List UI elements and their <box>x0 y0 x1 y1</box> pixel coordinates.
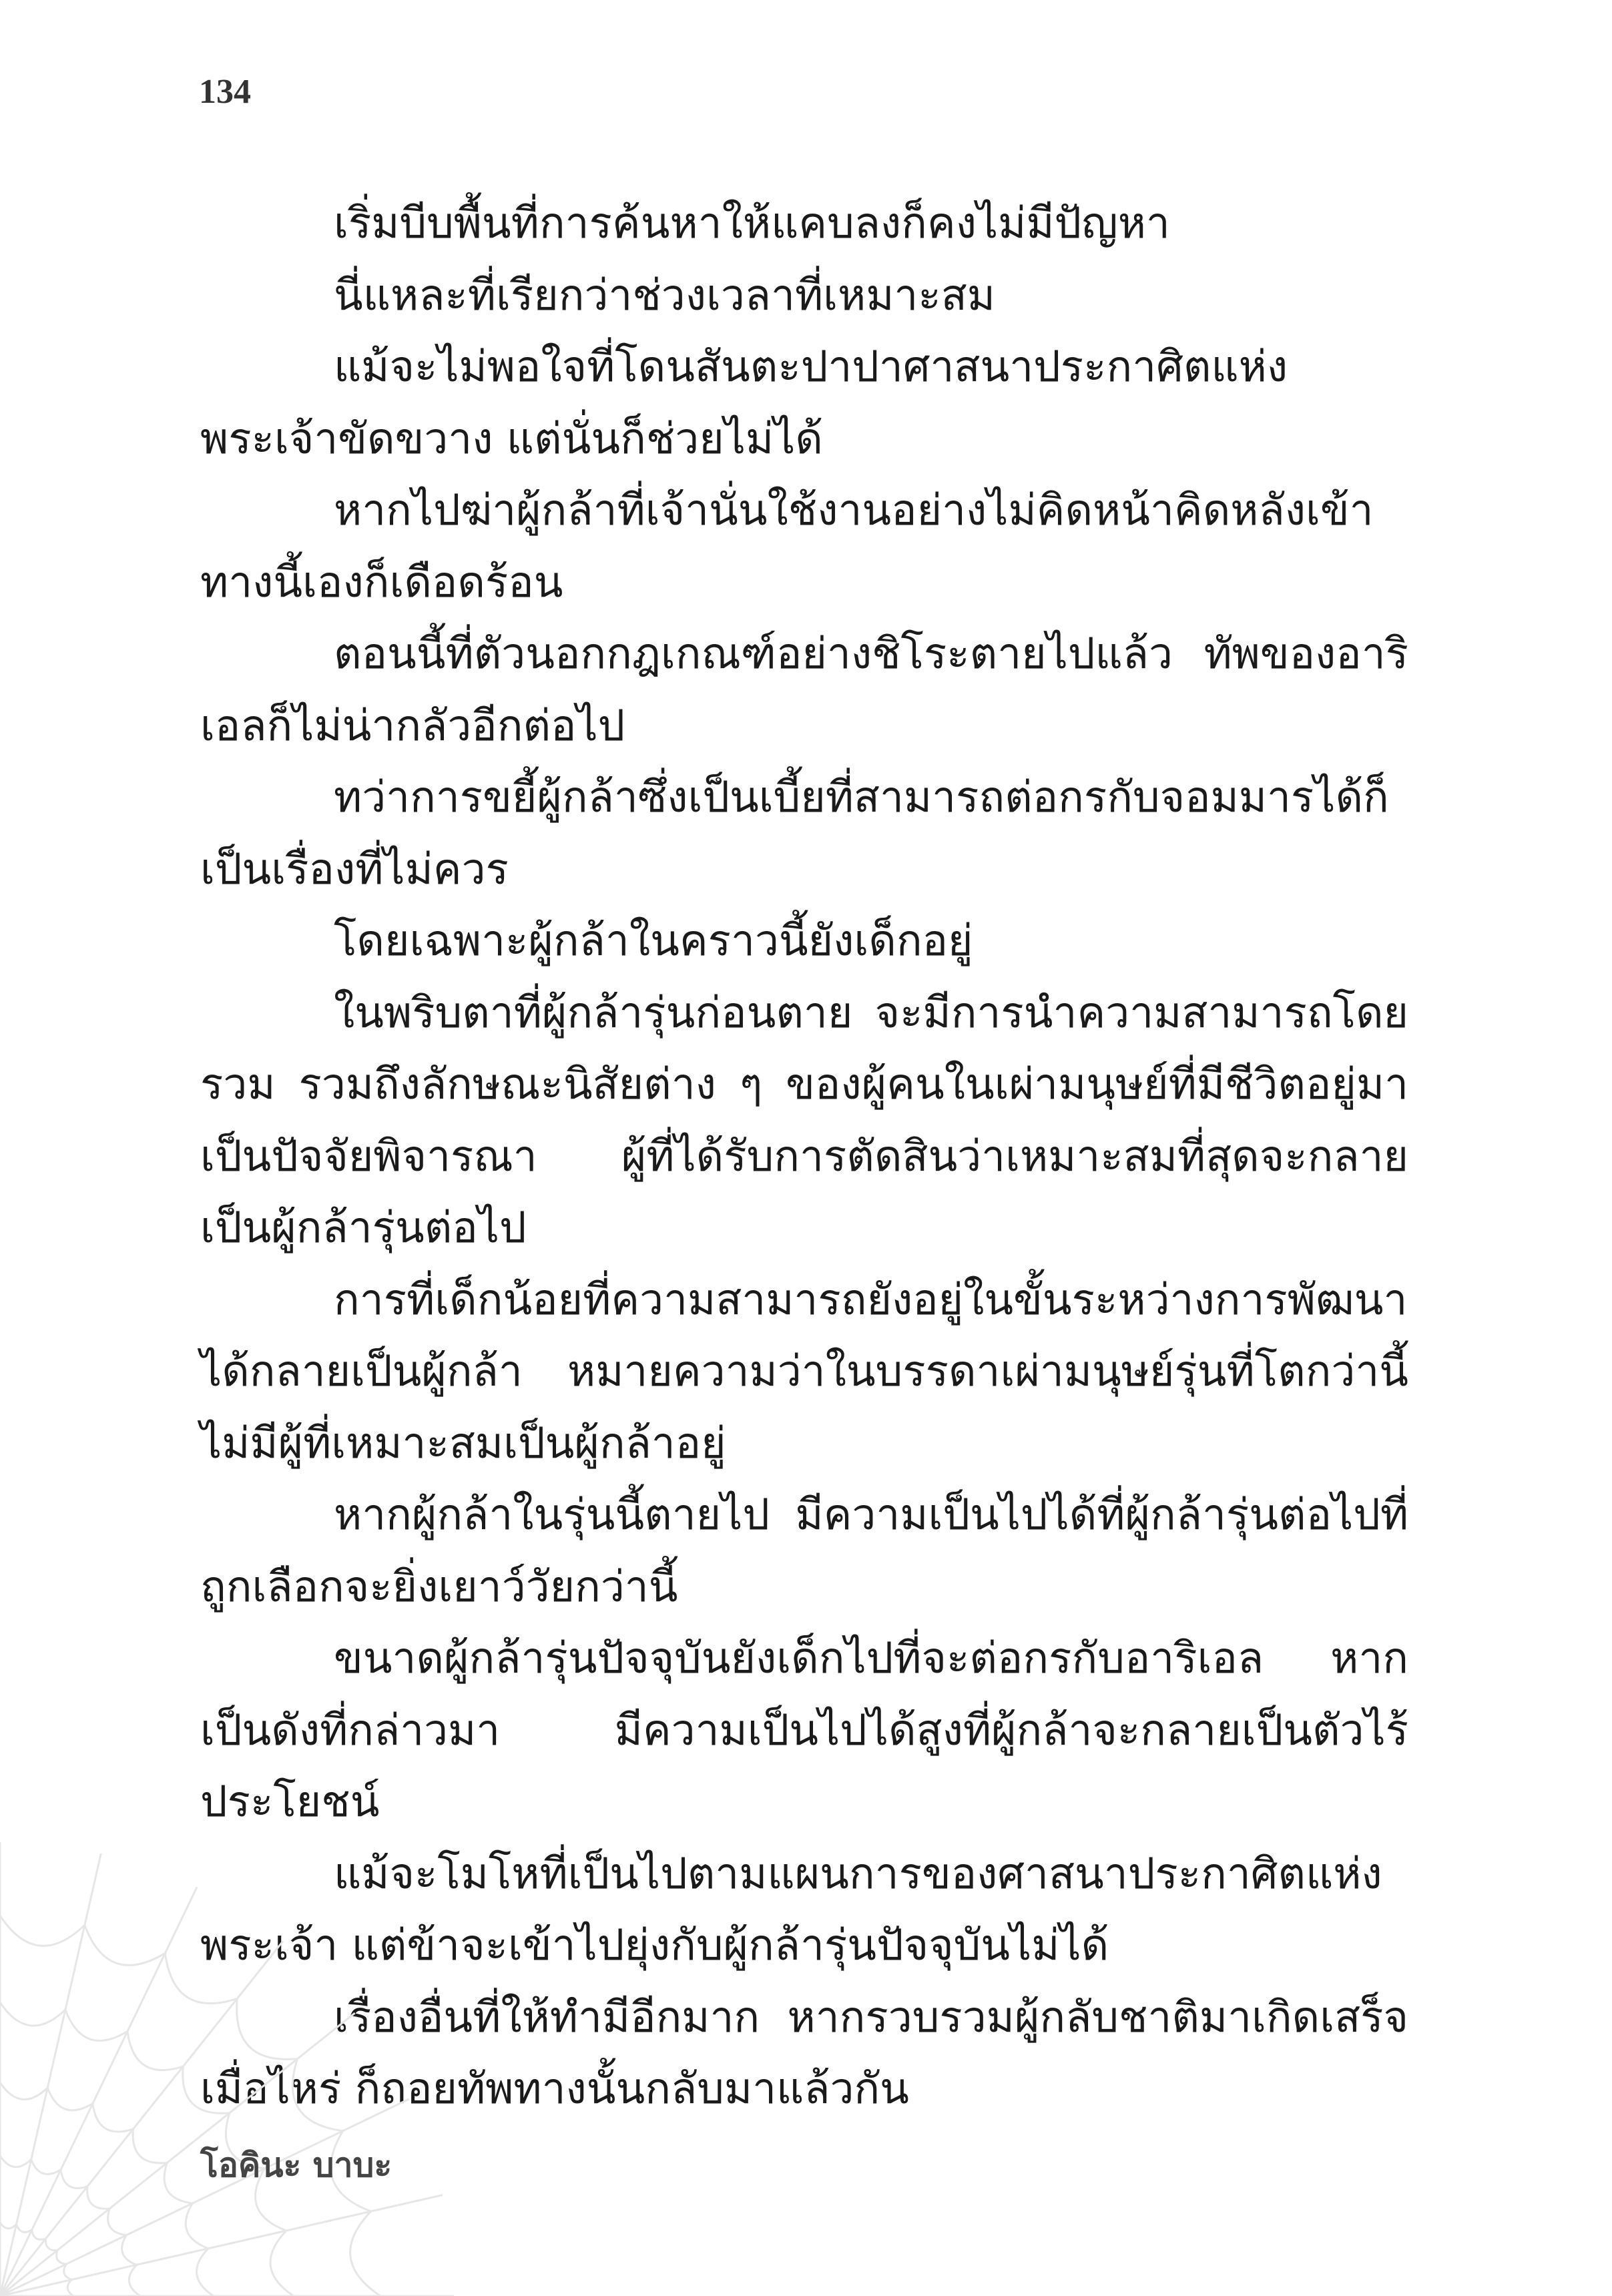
paragraph: หากผู้กล้าในรุ่นนี้ตายไป มีความเป็นไปได้ที่ผู้กล้ารุ่นต่อไปที่ถูกเลือกจะยิ่งเยาว์วัยกว่านี้ <box>200 1490 1408 1612</box>
paragraph: แม้จะโมโหที่เป็นไปตามแผนการของศาสนาประกาศิตแห่งพระเจ้า แต่ข้าจะเข้าไปยุ่งกับผู้กล้ารุ่นปัจจุบันไม่ได้ <box>200 1849 1382 1970</box>
paragraph: เริ่มบีบพื้นที่การค้นหาให้แคบลงก็คงไม่มีปัญหา <box>334 199 1170 248</box>
page-number: 134 <box>199 73 251 111</box>
paragraph: นี่แหละที่เรียกว่าช่วงเวลาที่เหมาะสม <box>334 270 995 320</box>
author-name: โอคินะ บาบะ <box>200 2146 392 2185</box>
spider-web-decoration <box>0 1829 467 2296</box>
paragraph: ตอนนี้ที่ตัวนอกกฎเกณฑ์อย่างชิโระตายไปแล้ว ทัพของอาริเอลก็ไม่น่ากลัวอีกต่อไป <box>200 629 1408 751</box>
paragraph: โดยเฉพาะผู้กล้าในคราวนี้ยังเด็กอยู่ <box>334 916 973 966</box>
paragraph: ในพริบตาที่ผู้กล้ารุ่นก่อนตาย จะมีการนำความสามารถโดยรวม รวมถึงลักษณะนิสัยต่าง ๆ ของผู้คนในเผ่ามนุษย์ที่มีชีวิตอยู่มาเป็นปัจจัยพิจารณา ผู้ที่ได้รับการตัดสินว่าเหมาะสมที่สุดจะกลายเป็นผู้กล้ารุ่นต่อไป <box>200 988 1408 1253</box>
paragraph: ทว่าการขยี้ผู้กล้าซึ่งเป็นเบี้ยที่สามารถต่อกรกับจอมมารได้ก็เป็นเรื่องที่ไม่ควร <box>200 773 1389 894</box>
paragraph: แม้จะไม่พอใจที่โดนสันตะปาปาศาสนาประกาศิตแห่งพระเจ้าขัดขวาง แต่นั่นก็ช่วยไม่ได้ <box>200 342 1288 464</box>
paragraph: ขนาดผู้กล้ารุ่นปัจจุบันยังเด็กไปที่จะต่อกรกับอาริเอล หากเป็นดังที่กล่าวมา มีความเป็นไปได้สูงที่ผู้กล้าจะกลายเป็นตัวไร้ประโยชน์ <box>200 1634 1408 1827</box>
paragraph: หากไปฆ่าผู้กล้าที่เจ้านั่นใช้งานอย่างไม่คิดหน้าคิดหลังเข้าทางนี้เองก็เดือดร้อน <box>200 486 1374 607</box>
paragraph: เรื่องอื่นที่ให้ทำมีอีกมาก หากรวบรวมผู้กลับชาติมาเกิดเสร็จเมื่อไหร่ ก็ถอยทัพทางนั้นกลับมาแล้วกัน <box>200 1992 1408 2114</box>
paragraph: การที่เด็กน้อยที่ความสามารถยังอยู่ในขั้นระหว่างการพัฒนาได้กลายเป็นผู้กล้า หมายความว่าในบรรดาเผ่ามนุษย์รุ่นที่โตกว่านี้ไม่มีผู้ที่เหมาะสมเป็นผู้กล้าอยู่ <box>200 1275 1408 1468</box>
